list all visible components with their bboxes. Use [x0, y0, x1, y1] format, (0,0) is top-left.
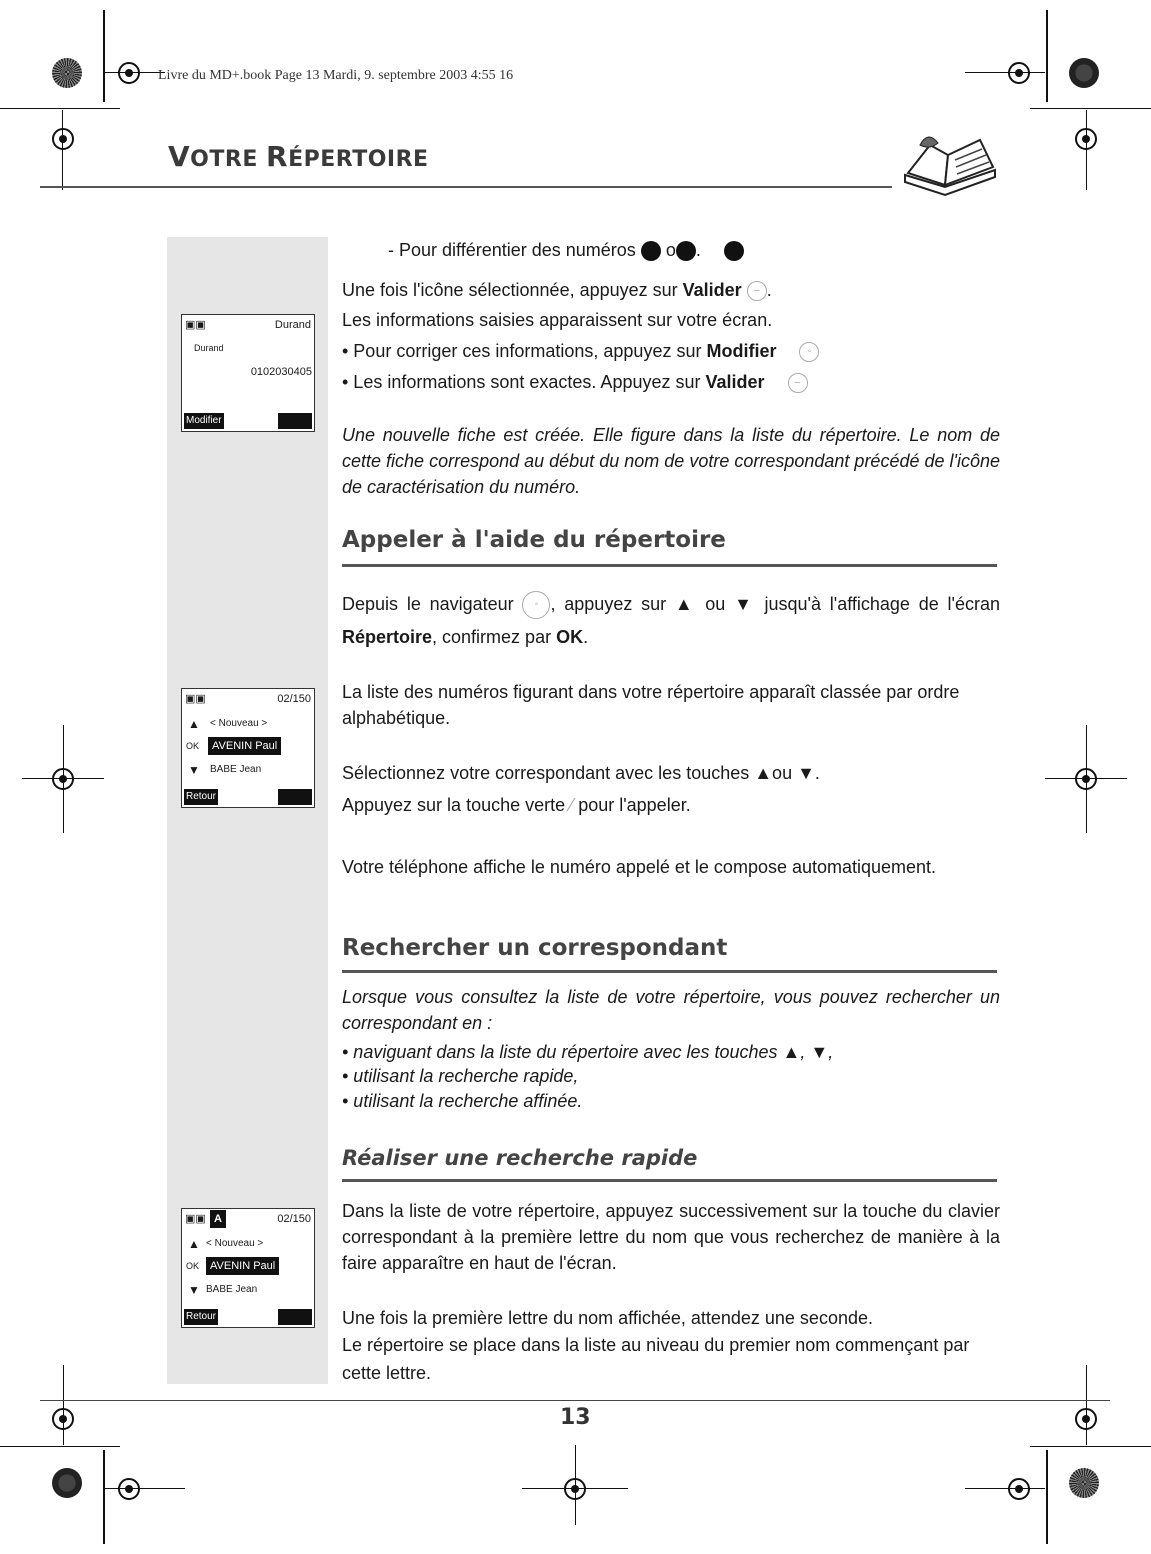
section1-para1: Depuis le navigateur ◦ , appuyez sur ▲ ou ▼ jusqu'à l'affichage de l'écran Répertoire, confirmez par OK. [342, 588, 1000, 654]
screen-soft-right [278, 1309, 312, 1325]
section-rule [342, 1179, 997, 1182]
phone-screen-list [181, 688, 315, 808]
section-heading-search: Rechercher un correspondant [342, 935, 728, 961]
section2-para1: Lorsque vous consultez la liste de votre répertoire, vous pouvez rechercher un correspondant en : [342, 987, 1000, 1033]
screen-soft-left: Retour [184, 1309, 218, 1325]
intro-line-2: Une fois l'icône sélectionnée, appuyez sur Valider – . [342, 280, 772, 300]
section3-para2: Une fois la première lettre du nom affichée, attendez une seconde. [342, 1308, 873, 1328]
registration-mark-icon [1069, 58, 1099, 88]
screen-row-next: BABE Jean [210, 764, 262, 775]
down-arrow-icon: ▼ [188, 763, 200, 777]
section-rule [342, 970, 997, 973]
section-heading-call: Appeler à l'aide du répertoire [342, 527, 726, 553]
number-type-icon [724, 241, 744, 261]
valider-key-icon: – [788, 373, 808, 393]
modifier-key-icon: ◦ [799, 342, 819, 362]
section1-para3: Sélectionnez votre correspondant avec les touches ▲ou ▼. [342, 763, 820, 783]
crosshair-icon [52, 128, 74, 150]
up-arrow-icon: ▲ [188, 717, 200, 731]
section-heading-quick-search: Réaliser une recherche rapide [342, 1146, 698, 1170]
screen-ok-label: OK [186, 741, 200, 751]
screen-row-new: < Nouveau > [210, 718, 268, 729]
section1-para2: La liste des numéros figurant dans votre répertoire apparaît classée par ordre alphabétique. [342, 682, 960, 728]
green-call-key-icon: ⁄ [570, 795, 574, 815]
page-title: VOTRE RÉPERTOIRE [168, 140, 429, 173]
screen-counter: 02/150 [277, 1213, 311, 1225]
section1-para5: Votre téléphone affiche le numéro appelé et le compose automatiquement. [342, 857, 937, 877]
section3-para3: Le répertoire se place dans la liste au niveau du premier nom commençant par cette lettre. [342, 1335, 970, 1383]
screen-row-new: < Nouveau > [206, 1238, 264, 1249]
number-type-icon [676, 241, 696, 261]
down-arrow-icon: ▼ [188, 1283, 200, 1297]
footer-rule [40, 1400, 1110, 1401]
phonebook-icon: ▣▣ [185, 1213, 206, 1225]
phone-screen-contact [181, 314, 315, 432]
up-arrow-icon: ▲ [188, 1237, 200, 1251]
phonebook-icon: ▣▣ [185, 693, 206, 705]
screen-search-letter: A [210, 1210, 226, 1228]
section1-para4: Appuyez sur la touche verte ⁄ pour l'appeler. [342, 792, 1000, 818]
screen-contact-number: 0102030405 [250, 366, 312, 378]
section2-bullet-2: • utilisant la recherche rapide, [342, 1066, 579, 1086]
screen-soft-left: Modifier [184, 413, 224, 429]
crosshair-icon [1008, 1478, 1030, 1500]
phonebook-icon: ▣▣ [185, 319, 206, 331]
number-type-icon [641, 241, 661, 261]
screen-top-right: Durand [274, 319, 311, 331]
crosshair-icon [118, 1478, 140, 1500]
navigator-key-icon: ◦ [522, 591, 550, 619]
screen-ok-label: OK [186, 1261, 200, 1271]
section2-bullet-1: • naviguant dans la liste du répertoire avec les touches ▲, ▼, [342, 1042, 834, 1062]
screen-row-selected: AVENIN Paul [208, 737, 281, 755]
file-info-line: Livre du MD+.book Page 13 Mardi, 9. septembre 2003 4:55 16 [158, 68, 514, 83]
title-rule [40, 186, 892, 188]
screen-soft-left: Retour [184, 789, 218, 805]
screen-soft-right [278, 789, 312, 805]
section-rule [342, 564, 997, 567]
screen-soft-right [278, 413, 312, 429]
book-icon [900, 125, 1000, 200]
intro-line-1: - Pour différentier des numéros o . [388, 237, 808, 263]
registration-mark-icon [52, 58, 82, 88]
intro-note: Une nouvelle fiche est créée. Elle figure dans la liste du répertoire. Le nom de cette fiche correspond au début du nom de votre correspondant précédé de l'icône de caractérisation du numéro. [342, 425, 1000, 497]
intro-line-3: Les informations saisies apparaissent sur votre écran. [342, 310, 773, 330]
section2-bullet-3: • utilisant la recherche affinée. [342, 1091, 583, 1111]
crosshair-icon [118, 62, 140, 84]
registration-mark-icon [52, 1468, 82, 1498]
phone-screen-quick-search [181, 1208, 315, 1328]
intro-bullet-modifier: • Pour corriger ces informations, appuyez sur Modifier ◦ [342, 338, 1000, 364]
screen-counter: 02/150 [277, 693, 311, 705]
screen-row-selected: AVENIN Paul [206, 1257, 279, 1275]
page-number: 13 [560, 1405, 591, 1430]
screen-contact-name: Durand [194, 343, 224, 353]
crosshair-icon [1008, 62, 1030, 84]
valider-key-icon: – [747, 281, 767, 301]
screen-row-next: BABE Jean [206, 1284, 258, 1295]
intro-bullet-valider: • Les informations sont exactes. Appuyez sur Valider – [342, 369, 1000, 395]
section3-para1: Dans la liste de votre répertoire, appuyez successivement sur la touche du clavier correspondant à la première lettre du nom que vous recherchez de manière à la faire apparaître en haut de l'écran. [342, 1201, 1000, 1273]
registration-mark-icon [1069, 1468, 1099, 1498]
